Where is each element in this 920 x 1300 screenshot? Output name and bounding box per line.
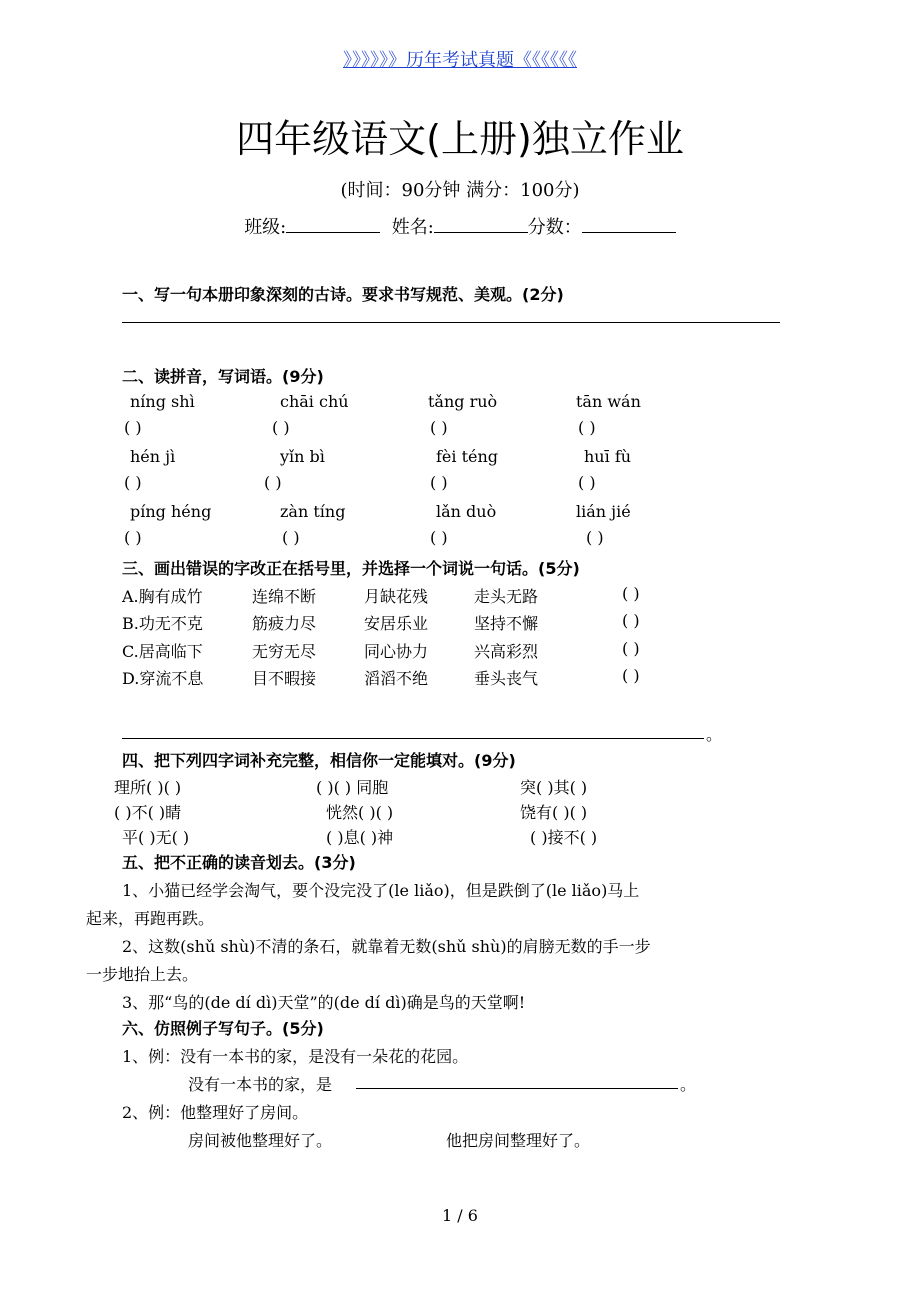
pinyin: fèi téng — [436, 447, 499, 466]
pinyin: zàn tíng — [280, 502, 346, 521]
q6-example-2-passive: 房间被他整理好了。 — [188, 1131, 333, 1150]
answer-bracket[interactable]: ( ) — [622, 666, 640, 685]
page-title: 四年级语文(上册)独立作业 — [236, 117, 684, 161]
idiom: B.功无不克 — [122, 614, 203, 633]
answer-bracket[interactable]: ( ) — [430, 473, 448, 492]
q5-item-3: 3、那“鸟的(de dí dì)天堂”的(de dí dì)确是鸟的天堂啊! — [122, 993, 526, 1012]
answer-bracket[interactable]: ( ) — [622, 584, 640, 603]
q4-heading: 四、把下列四字词补充完整，相信你一定能填对。(9分) — [122, 751, 516, 770]
idiom-fill[interactable]: 饶有( )( ) — [520, 803, 588, 822]
idiom: 安居乐业 — [364, 614, 429, 633]
idiom: 兴高彩烈 — [474, 642, 539, 661]
pinyin: huī fù — [584, 447, 632, 466]
answer-bracket[interactable]: ( ) — [124, 528, 142, 547]
q1-answer-line[interactable] — [122, 322, 780, 323]
answer-bracket[interactable]: ( ) — [124, 473, 142, 492]
idiom-fill[interactable]: ( )息( )神 — [326, 828, 394, 847]
idiom: A.胸有成竹 — [122, 587, 203, 606]
class-blank[interactable] — [286, 216, 380, 233]
idiom-fill[interactable]: ( )( ) 同胞 — [316, 778, 389, 797]
answer-bracket[interactable]: ( ) — [124, 418, 142, 437]
idiom: 月缺花残 — [364, 587, 429, 606]
idiom: 垂头丧气 — [474, 669, 539, 688]
idiom-fill[interactable]: ( )不( )睛 — [114, 803, 182, 822]
q6-fill-end: 。 — [680, 1075, 697, 1094]
idiom: 同心协力 — [364, 642, 429, 661]
pinyin: hén jì — [130, 447, 176, 466]
name-blank[interactable] — [434, 216, 528, 233]
q3-sentence-line[interactable] — [122, 738, 704, 739]
q2-heading: 二、读拼音，写词语。(9分) — [122, 367, 324, 386]
answer-bracket[interactable]: ( ) — [272, 418, 290, 437]
score-blank[interactable] — [582, 216, 676, 233]
answer-bracket[interactable]: ( ) — [578, 418, 596, 437]
pinyin: tān wán — [576, 392, 641, 411]
idiom-fill[interactable]: 恍然( )( ) — [326, 803, 394, 822]
q6-fill-prefix: 没有一本书的家，是 — [188, 1075, 333, 1094]
q5-item-1: 1、小猫已经学会淘气，要个没完没了(le liǎo)，但是跌倒了(le liǎo)马上 — [122, 881, 640, 900]
idiom: D.穿流不息 — [122, 669, 204, 688]
idiom-fill[interactable]: 平( )无( ) — [122, 828, 190, 847]
idiom: 滔滔不绝 — [364, 669, 429, 688]
answer-bracket[interactable]: ( ) — [622, 639, 640, 658]
answer-bracket[interactable]: ( ) — [282, 528, 300, 547]
class-label: 班级: — [244, 217, 287, 238]
sentence-end-mark: 。 — [706, 725, 723, 744]
idiom: 目不暇接 — [252, 669, 317, 688]
idiom-fill[interactable]: ( )接不( ) — [530, 828, 598, 847]
idiom-fill[interactable]: 理所( )( ) — [114, 778, 182, 797]
answer-bracket[interactable]: ( ) — [586, 528, 604, 547]
idiom: 筋疲力尽 — [252, 614, 317, 633]
answer-bracket[interactable]: ( ) — [430, 528, 448, 547]
score-label: 分数： — [527, 217, 582, 238]
idiom: 走头无路 — [474, 587, 539, 606]
q6-example-2-ba: 他把房间整理好了。 — [446, 1131, 591, 1150]
student-info — [0, 213, 920, 239]
q6-example-2: 2、例：他整理好了房间。 — [122, 1103, 309, 1122]
idiom: 连绵不断 — [252, 587, 317, 606]
pinyin: níng shì — [130, 392, 195, 411]
answer-bracket[interactable]: ( ) — [264, 473, 282, 492]
q1-heading: 一、写一句本册印象深刻的古诗。要求书写规范、美观。(2分) — [122, 285, 564, 304]
q6-example-1: 1、例：没有一本书的家，是没有一朵花的花园。 — [122, 1047, 469, 1066]
pinyin: lián jié — [576, 502, 631, 521]
q5-item-1-cont: 起来，再跑再跌。 — [86, 909, 215, 928]
exam-time-score: (时间：90分钟 满分：100分) — [340, 180, 580, 201]
q6-fill-line[interactable] — [356, 1088, 678, 1089]
pinyin: chāi chú — [280, 392, 349, 411]
idiom-fill[interactable]: 突( )其( ) — [520, 778, 588, 797]
q5-item-2-cont: 一步地抬上去。 — [86, 965, 199, 984]
pinyin: lǎn duò — [436, 502, 497, 521]
answer-bracket[interactable]: ( ) — [578, 473, 596, 492]
idiom: C.居高临下 — [122, 642, 203, 661]
pinyin: píng héng — [130, 502, 212, 521]
exam-banner-link[interactable]: 》》》》》》历年考试真题《《《《《《 — [343, 50, 577, 71]
page-number: 1 / 6 — [442, 1206, 478, 1225]
q5-heading: 五、把不正确的读音划去。(3分) — [122, 853, 356, 872]
idiom: 坚持不懈 — [474, 614, 539, 633]
name-label: 姓名: — [391, 217, 434, 238]
idiom: 无穷无尽 — [252, 642, 317, 661]
q3-heading: 三、画出错误的字改正在括号里，并选择一个词说一句话。(5分) — [122, 559, 580, 578]
answer-bracket[interactable]: ( ) — [430, 418, 448, 437]
q5-item-2: 2、这数(shǔ shù)不清的条石，就靠着无数(shǔ shù)的肩膀无数的手一步 — [122, 937, 651, 956]
q6-heading: 六、仿照例子写句子。(5分) — [122, 1019, 324, 1038]
pinyin: yǐn bì — [280, 447, 325, 466]
answer-bracket[interactable]: ( ) — [622, 611, 640, 630]
pinyin: tǎng ruò — [428, 392, 498, 411]
